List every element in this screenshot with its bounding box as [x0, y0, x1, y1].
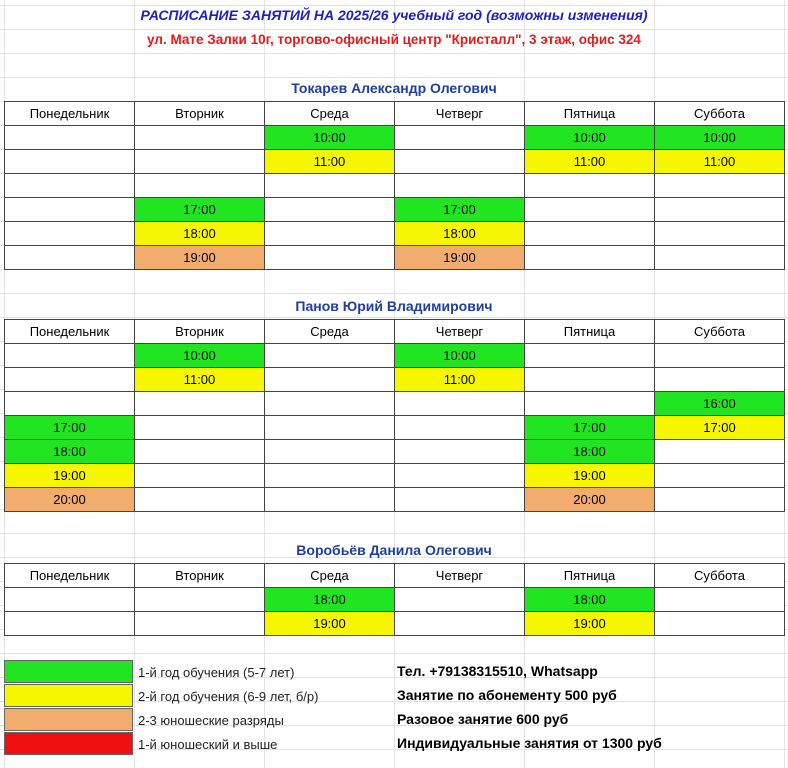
empty-slot — [5, 612, 135, 636]
empty-slot — [135, 464, 265, 488]
lesson-slot: 18:00 — [525, 588, 655, 612]
teacher-name-1: Токарев Александр Олегович — [291, 80, 497, 96]
day-header: Четверг — [395, 320, 525, 344]
empty-slot — [5, 198, 135, 222]
empty-slot — [655, 344, 785, 368]
time-row — [5, 150, 785, 174]
lesson-slot: 10:00 — [265, 126, 395, 150]
lesson-slot: 17:00 — [655, 416, 785, 440]
empty-slot — [395, 612, 525, 636]
empty-slot — [265, 222, 395, 246]
time-row — [5, 416, 785, 440]
time-row — [5, 174, 785, 198]
legend-swatch-orange — [4, 708, 133, 731]
time-row — [5, 246, 785, 270]
time-row — [5, 344, 785, 368]
empty-slot — [395, 440, 525, 464]
day-header: Вторник — [135, 564, 265, 588]
day-header: Вторник — [135, 102, 265, 126]
empty-slot — [5, 392, 135, 416]
day-header: Понедельник — [5, 564, 135, 588]
day-header-row — [5, 320, 785, 344]
empty-slot — [265, 174, 395, 198]
empty-slot — [265, 416, 395, 440]
schedule-table-2 — [4, 319, 785, 512]
time-row — [5, 464, 785, 488]
empty-slot — [655, 440, 785, 464]
lesson-slot: 10:00 — [395, 344, 525, 368]
time-row — [5, 222, 785, 246]
day-header: Среда — [265, 102, 395, 126]
time-row — [5, 588, 785, 612]
empty-slot — [135, 416, 265, 440]
day-header: Понедельник — [5, 102, 135, 126]
empty-slot — [655, 588, 785, 612]
day-header: Суббота — [655, 320, 785, 344]
price-individual: Индивидуальные занятия от 1300 руб — [397, 735, 662, 751]
legend-label: 2-й год обучения (6-9 лет, б/р) — [138, 689, 319, 704]
empty-slot — [395, 150, 525, 174]
empty-slot — [395, 464, 525, 488]
lesson-slot: 10:00 — [525, 126, 655, 150]
lesson-slot: 19:00 — [525, 612, 655, 636]
empty-slot — [525, 198, 655, 222]
day-header: Пятница — [525, 102, 655, 126]
empty-slot — [655, 464, 785, 488]
day-header: Четверг — [395, 102, 525, 126]
empty-slot — [395, 392, 525, 416]
empty-slot — [395, 126, 525, 150]
empty-slot — [655, 246, 785, 270]
legend-row — [4, 708, 788, 731]
lesson-slot: 10:00 — [655, 126, 785, 150]
legend-label: 2-3 юношеские разряды — [138, 713, 284, 728]
lesson-slot: 18:00 — [5, 440, 135, 464]
lesson-slot: 18:00 — [135, 222, 265, 246]
day-header: Суббота — [655, 564, 785, 588]
contact-phone: Тел. +79138315510, Whatsapp — [397, 663, 598, 679]
lesson-slot: 10:00 — [135, 344, 265, 368]
empty-slot — [135, 392, 265, 416]
legend-row — [4, 684, 788, 707]
day-header: Пятница — [525, 320, 655, 344]
lesson-slot: 19:00 — [5, 464, 135, 488]
legend-row — [4, 660, 788, 683]
lesson-slot: 19:00 — [395, 246, 525, 270]
lesson-slot: 19:00 — [135, 246, 265, 270]
legend-swatch-green — [4, 660, 133, 683]
legend-swatch-yellow — [4, 684, 133, 707]
empty-slot — [5, 222, 135, 246]
time-row — [5, 612, 785, 636]
teacher-name-3: Воробьёв Данила Олегович — [296, 542, 492, 558]
empty-slot — [395, 174, 525, 198]
time-row — [5, 392, 785, 416]
empty-slot — [5, 150, 135, 174]
empty-slot — [655, 174, 785, 198]
empty-slot — [655, 612, 785, 636]
lesson-slot: 16:00 — [655, 392, 785, 416]
legend-row — [4, 732, 788, 755]
empty-slot — [5, 368, 135, 392]
empty-slot — [525, 392, 655, 416]
empty-slot — [265, 488, 395, 512]
schedule-table-1 — [4, 101, 785, 270]
lesson-slot: 11:00 — [135, 368, 265, 392]
empty-slot — [135, 440, 265, 464]
empty-slot — [655, 488, 785, 512]
empty-slot — [265, 440, 395, 464]
empty-slot — [135, 588, 265, 612]
lesson-slot: 20:00 — [525, 488, 655, 512]
lesson-slot: 17:00 — [5, 416, 135, 440]
empty-slot — [265, 344, 395, 368]
lesson-slot: 17:00 — [135, 198, 265, 222]
price-single: Разовое занятие 600 руб — [397, 711, 569, 727]
empty-slot — [395, 416, 525, 440]
empty-slot — [5, 246, 135, 270]
day-header: Среда — [265, 564, 395, 588]
empty-slot — [5, 126, 135, 150]
price-subscription: Занятие по абонементу 500 руб — [397, 687, 617, 703]
lesson-slot: 18:00 — [265, 588, 395, 612]
time-row — [5, 488, 785, 512]
address-line: ул. Мате Залки 10г, торгово-офисный центр "Кристалл", 3 этаж, офис 324 — [147, 32, 641, 47]
empty-slot — [655, 368, 785, 392]
empty-slot — [655, 198, 785, 222]
empty-slot — [525, 368, 655, 392]
time-row — [5, 126, 785, 150]
empty-slot — [655, 222, 785, 246]
time-row — [5, 198, 785, 222]
empty-slot — [265, 198, 395, 222]
empty-slot — [525, 246, 655, 270]
day-header: Вторник — [135, 320, 265, 344]
empty-slot — [135, 612, 265, 636]
lesson-slot: 17:00 — [525, 416, 655, 440]
legend-swatch-red — [4, 732, 133, 755]
empty-slot — [135, 150, 265, 174]
lesson-slot: 19:00 — [265, 612, 395, 636]
day-header-row — [5, 102, 785, 126]
schedule-table-3 — [4, 563, 785, 636]
empty-slot — [5, 344, 135, 368]
empty-slot — [5, 174, 135, 198]
empty-slot — [5, 588, 135, 612]
lesson-slot: 18:00 — [525, 440, 655, 464]
lesson-slot: 20:00 — [5, 488, 135, 512]
day-header: Пятница — [525, 564, 655, 588]
time-row — [5, 440, 785, 464]
page-title: РАСПИСАНИЕ ЗАНЯТИЙ НА 2025/26 учебный год (возможны изменения) — [140, 7, 648, 23]
empty-slot — [265, 464, 395, 488]
empty-slot — [265, 246, 395, 270]
empty-slot — [265, 368, 395, 392]
lesson-slot: 17:00 — [395, 198, 525, 222]
legend-label: 1-й юношеский и выше — [138, 737, 278, 752]
teacher-name-2: Панов Юрий Владимирович — [295, 298, 493, 314]
empty-slot — [395, 488, 525, 512]
day-header-row — [5, 564, 785, 588]
empty-slot — [525, 222, 655, 246]
lesson-slot: 11:00 — [655, 150, 785, 174]
day-header: Суббота — [655, 102, 785, 126]
lesson-slot: 18:00 — [395, 222, 525, 246]
time-row — [5, 368, 785, 392]
empty-slot — [265, 392, 395, 416]
lesson-slot: 11:00 — [265, 150, 395, 174]
day-header: Среда — [265, 320, 395, 344]
day-header: Понедельник — [5, 320, 135, 344]
empty-slot — [395, 588, 525, 612]
empty-slot — [135, 488, 265, 512]
empty-slot — [135, 126, 265, 150]
empty-slot — [525, 344, 655, 368]
legend-label: 1-й год обучения (5-7 лет) — [138, 665, 295, 680]
empty-slot — [135, 174, 265, 198]
lesson-slot: 11:00 — [525, 150, 655, 174]
day-header: Четверг — [395, 564, 525, 588]
lesson-slot: 11:00 — [395, 368, 525, 392]
empty-slot — [525, 174, 655, 198]
lesson-slot: 19:00 — [525, 464, 655, 488]
